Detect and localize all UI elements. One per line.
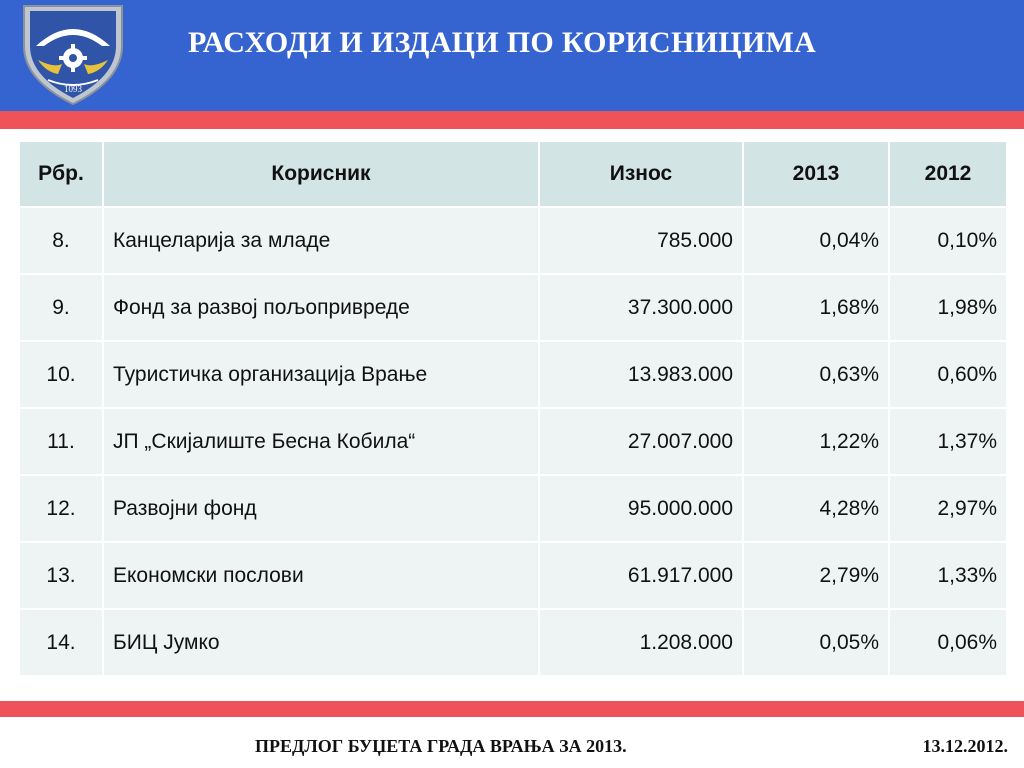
- cell-share-2012: 1,98%: [889, 274, 1007, 341]
- cell-share-2012: 1,37%: [889, 408, 1007, 475]
- bottom-stripe: [0, 701, 1024, 717]
- cell-beneficiary: Фонд за развој пољопривреде: [103, 274, 539, 341]
- cell-amount: 61.917.000: [539, 542, 743, 609]
- cell-amount: 785.000: [539, 207, 743, 274]
- cell-no: 14.: [19, 609, 103, 676]
- cell-share-2013: 2,79%: [743, 542, 889, 609]
- footer-date: 13.12.2012.: [922, 736, 1008, 756]
- cell-beneficiary: Развојни фонд: [103, 475, 539, 542]
- column-header-beneficiary: Корисник: [103, 141, 539, 207]
- cell-share-2013: 0,63%: [743, 341, 889, 408]
- column-header-2012: 2012: [889, 141, 1007, 207]
- cell-no: 12.: [19, 475, 103, 542]
- city-crest-icon: [18, 2, 128, 106]
- cell-beneficiary: Економски послови: [103, 542, 539, 609]
- cell-share-2012: 2,97%: [889, 475, 1007, 542]
- cell-share-2013: 0,05%: [743, 609, 889, 676]
- cell-amount: 13.983.000: [539, 341, 743, 408]
- cell-beneficiary: Канцеларија за младе: [103, 207, 539, 274]
- cell-share-2013: 4,28%: [743, 475, 889, 542]
- table-row: [19, 207, 1007, 274]
- cell-share-2013: 1,22%: [743, 408, 889, 475]
- cell-amount: 1.208.000: [539, 609, 743, 676]
- cell-amount: 95.000.000: [539, 475, 743, 542]
- cell-no: 10.: [19, 341, 103, 408]
- table-row: [19, 274, 1007, 341]
- budget-table-container: [18, 140, 1006, 677]
- table-header-row: [19, 141, 1007, 207]
- column-header-amount: Износ: [539, 141, 743, 207]
- cell-share-2012: 1,33%: [889, 542, 1007, 609]
- page-title: РАСХОДИ И ИЗДАЦИ ПО КОРИСНИЦИМА: [188, 26, 817, 59]
- cell-share-2012: 0,06%: [889, 609, 1007, 676]
- top-stripe: [0, 111, 1024, 129]
- table-row: [19, 609, 1007, 676]
- column-header-no: Рбр.: [19, 141, 103, 207]
- cell-share-2012: 0,60%: [889, 341, 1007, 408]
- table-row: [19, 542, 1007, 609]
- cell-no: 8.: [19, 207, 103, 274]
- cell-share-2012: 0,10%: [889, 207, 1007, 274]
- crest-year: 1093: [64, 84, 82, 94]
- cell-beneficiary: БИЦ Јумко: [103, 609, 539, 676]
- cell-share-2013: 1,68%: [743, 274, 889, 341]
- table-row: [19, 475, 1007, 542]
- cell-no: 13.: [19, 542, 103, 609]
- cell-share-2013: 0,04%: [743, 207, 889, 274]
- column-header-2013: 2013: [743, 141, 889, 207]
- table-row: [19, 408, 1007, 475]
- table-row: [19, 341, 1007, 408]
- cell-beneficiary: ЈП „Скијалиште Бесна Кобила“: [103, 408, 539, 475]
- cell-amount: 27.007.000: [539, 408, 743, 475]
- cell-beneficiary: Туристичка организација Врање: [103, 341, 539, 408]
- cell-amount: 37.300.000: [539, 274, 743, 341]
- footer-caption: ПРЕДЛОГ БУЏЕТА ГРАДА ВРАЊА ЗА 2013.: [255, 736, 627, 756]
- cell-no: 11.: [19, 408, 103, 475]
- budget-table: [18, 140, 1008, 677]
- header-bar: [0, 0, 1024, 111]
- cell-no: 9.: [19, 274, 103, 341]
